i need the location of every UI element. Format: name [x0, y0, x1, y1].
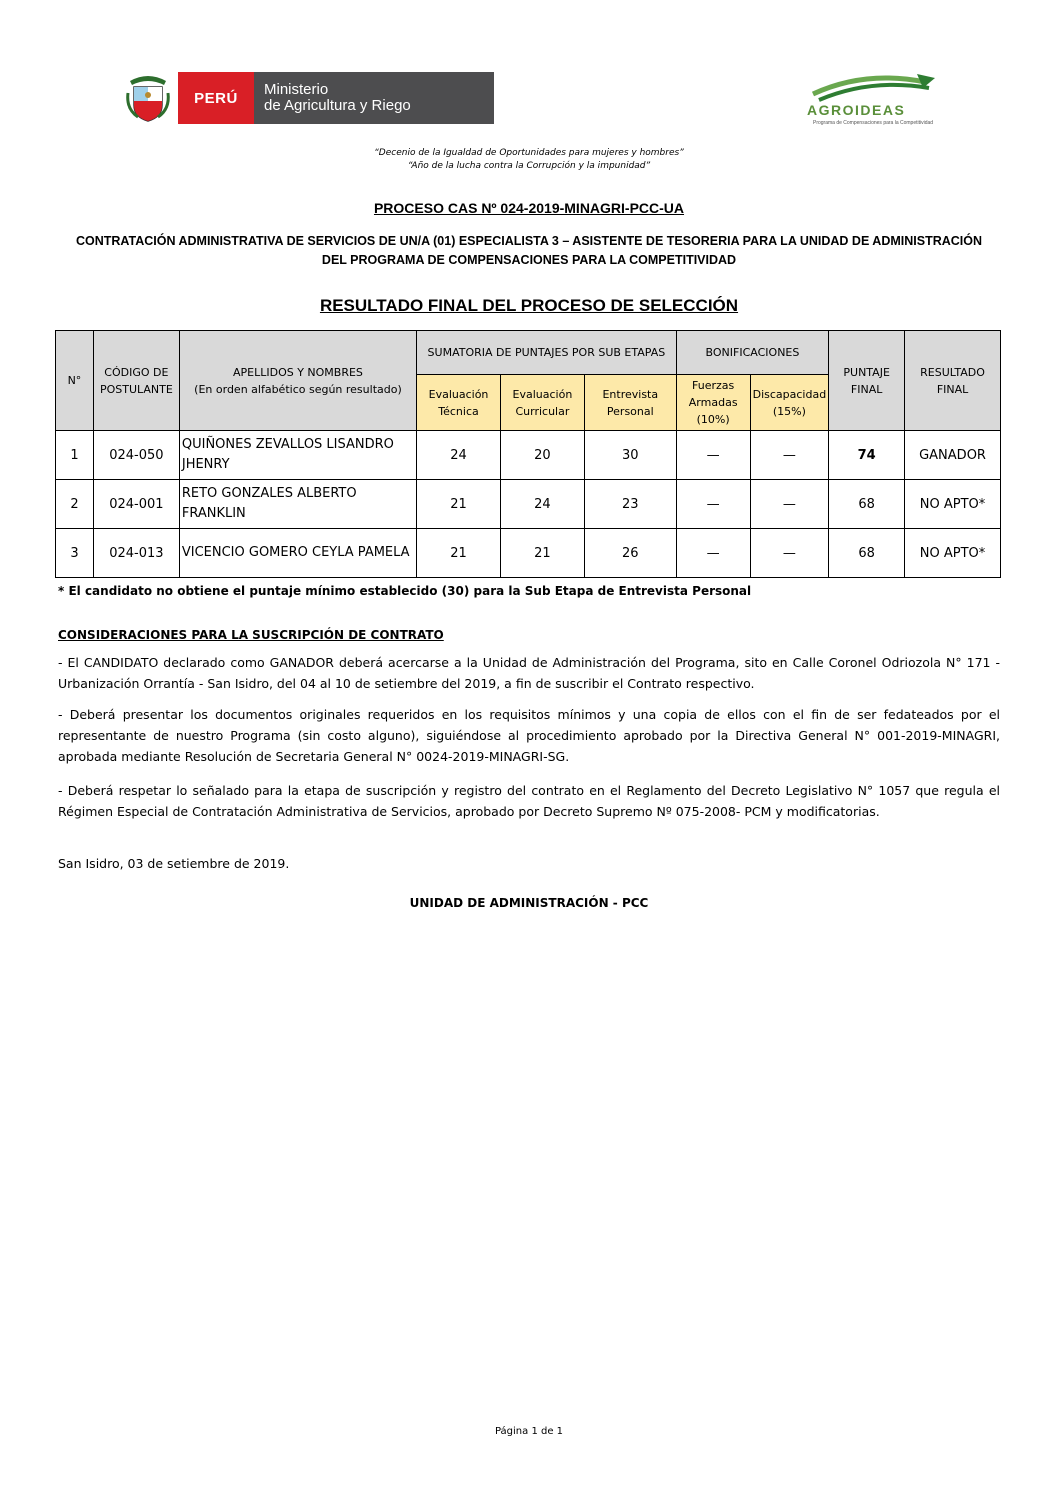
header-nombres-line2: (En orden alfabético según resultado): [194, 382, 402, 396]
header-num: N°: [56, 331, 94, 431]
results-table: [55, 330, 1001, 578]
cell-nombre: RETO GONZALES ALBERTO FRANKLIN: [179, 480, 416, 529]
resultado-title: RESULTADO FINAL DEL PROCESO DE SELECCIÓN: [319, 296, 739, 315]
cell-num: 2: [56, 480, 94, 529]
cell-nombre: QUIÑONES ZEVALLOS LISANDRO JHENRY: [179, 431, 416, 480]
cell-curricular: 24: [500, 480, 584, 529]
cell-puntaje: 68: [829, 480, 905, 529]
cell-ffaa: —: [676, 431, 750, 480]
peru-coat-of-arms-icon: [118, 72, 178, 124]
unidad-firma: UNIDAD DE ADMINISTRACIÓN - PCC: [409, 896, 649, 910]
header-eval-curricular: Evaluación Curricular: [500, 375, 584, 431]
header-ffaa: Fuerzas Armadas (10%): [676, 375, 750, 431]
header-sumatoria: SUMATORIA DE PUNTAJES POR SUB ETAPAS: [417, 331, 677, 375]
cell-tecnica: 21: [417, 529, 501, 578]
cell-curricular: 20: [500, 431, 584, 480]
header-resultado-final: RESULTADO FINAL: [905, 331, 1001, 431]
cell-discapacidad: —: [750, 529, 829, 578]
contratacion-title: CONTRATACIÓN ADMINISTRATIVA DE SERVICIOS DE UN/A (01) ESPECIALISTA 3 – ASISTENTE DE TESORERIA PARA LA UNIDAD DE ADMINISTRACIÓN DEL PROGRAMA DE COMPENSACIONES PARA LA COMPETITIVIDAD: [75, 234, 983, 267]
consideracion-paragraph-1: - El CANDIDATO declarado como GANADOR deberá acercarse a la Unidad de Administración del Programa, sito en Calle Coronel Odriozola N° 171 - Urbanización Orrantía - San Isidro, del 04 al 10 de setiembre del 2019, a fin de suscribir el Contrato respectivo.: [58, 655, 1000, 691]
cell-num: 3: [56, 529, 94, 578]
page-number: Página 1 de 1: [494, 1426, 564, 1437]
decenio-line1: “Decenio de la Igualdad de Oportunidades para mujeres y hombres”: [374, 148, 684, 158]
cell-tecnica: 21: [417, 480, 501, 529]
ministerio-label: [254, 72, 494, 124]
agroideas-swoosh-icon: [805, 72, 945, 106]
consideraciones-title: CONSIDERACIONES PARA LA SUSCRIPCIÓN DE CONTRATO: [58, 628, 444, 642]
cell-num: 1: [56, 431, 94, 480]
header-entrevista: Entrevista Personal: [584, 375, 676, 431]
header-codigo: CÓDIGO DE POSTULANTE: [93, 331, 179, 431]
cell-entrevista: 26: [584, 529, 676, 578]
minagri-logo: [118, 72, 494, 124]
cell-tecnica: 24: [417, 431, 501, 480]
header-eval-tecnica: Evaluación Técnica: [417, 375, 501, 431]
cell-nombre: VICENCIO GOMERO CEYLA PAMELA: [179, 529, 416, 578]
header-bonificaciones: BONIFICACIONES: [676, 331, 828, 375]
table-row: [56, 529, 1001, 578]
cell-codigo: 024-001: [93, 480, 179, 529]
cell-resultado: NO APTO*: [905, 529, 1001, 578]
cell-curricular: 21: [500, 529, 584, 578]
header-nombres: [179, 331, 416, 431]
cell-codigo: 024-013: [93, 529, 179, 578]
agroideas-label: AGROIDEAS: [807, 102, 906, 118]
cell-entrevista: 23: [584, 480, 676, 529]
proceso-title: PROCESO CAS Nº 024-2019-MINAGRI-PCC-UA: [373, 200, 685, 216]
peru-label: PERÚ: [178, 72, 254, 124]
cell-codigo: 024-050: [93, 431, 179, 480]
cell-resultado: NO APTO*: [905, 480, 1001, 529]
agroideas-logo: [805, 72, 945, 128]
cell-resultado: GANADOR: [905, 431, 1001, 480]
cell-puntaje: 68: [829, 529, 905, 578]
cell-ffaa: —: [676, 480, 750, 529]
cell-entrevista: 30: [584, 431, 676, 480]
cell-puntaje: 74: [829, 431, 905, 480]
header-puntaje-final: PUNTAJE FINAL: [829, 331, 905, 431]
agroideas-subtitle: Programa de Compensaciones para la Competitividad: [813, 120, 934, 126]
ministerio-line2: de Agricultura y Riego: [264, 97, 411, 114]
table-row: [56, 480, 1001, 529]
fecha: San Isidro, 03 de setiembre de 2019.: [58, 856, 290, 871]
cell-discapacidad: —: [750, 431, 829, 480]
header-nombres-line1: APELLIDOS Y NOMBRES: [232, 365, 363, 379]
cell-discapacidad: —: [750, 480, 829, 529]
ministerio-line1: Ministerio: [264, 81, 329, 98]
consideracion-paragraph-2: - Deberá presentar los documentos originales requeridos en los requisitos mínimos y una copia de ellos con el fin de ser fedateados por el representante de nuestro Programa (sin costo alguno), siguiéndose al procedimiento aprobado por la Directiva General N° 001-2019-MINAGRI, aprobada mediante Resolución de Secretaria General N° 0024-2019-MINAGRI-SG.: [58, 707, 1000, 764]
header-discapacidad: Discapacidad (15%): [750, 375, 829, 431]
cell-ffaa: —: [676, 529, 750, 578]
consideracion-paragraph-3: - Deberá respetar lo señalado para la etapa de suscripción y registro del contrato en el Reglamento del Decreto Legislativo N° 1057 que regula el Régimen Especial de Contratación Administrativa de Servicios, aprobado por Decreto Supremo Nº 075-2008- PCM y modificatorias.: [58, 783, 1000, 819]
table-row: [56, 431, 1001, 480]
decenio-line2: “Año de la lucha contra la Corrupción y la impunidad”: [407, 161, 651, 171]
footnote: * El candidato no obtiene el puntaje mínimo establecido (30) para la Sub Etapa de Entrevista Personal: [58, 584, 752, 598]
